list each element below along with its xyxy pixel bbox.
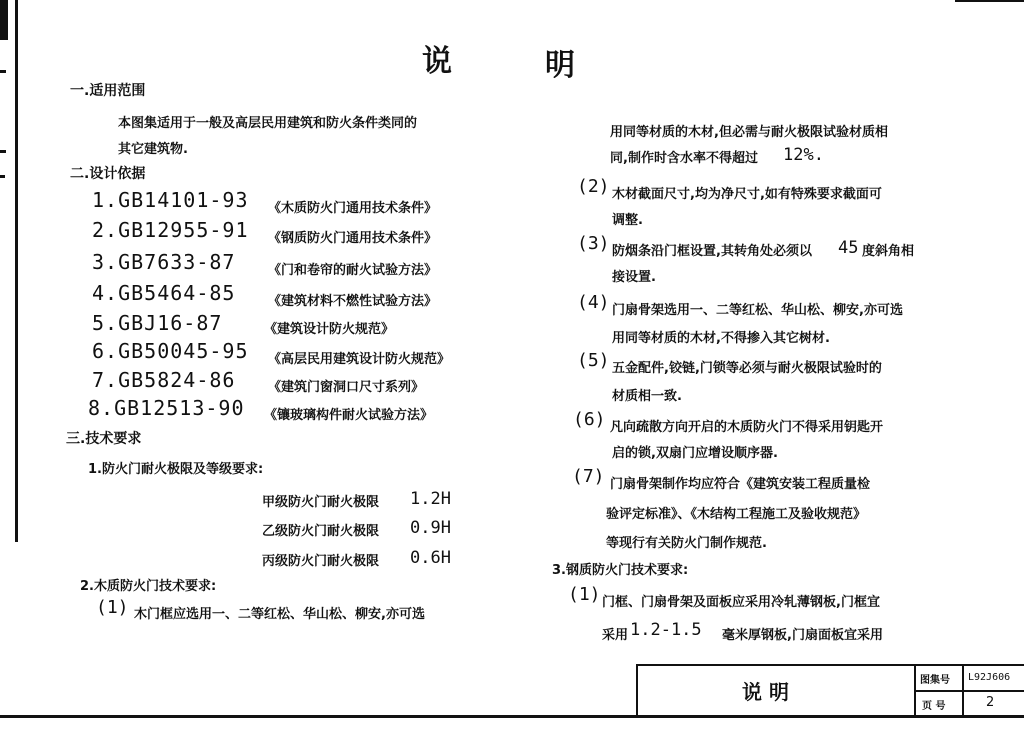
title-block-title: 说 明: [742, 680, 789, 704]
title-block-divider: [914, 690, 1024, 692]
page-title-char-2: 明: [545, 48, 577, 83]
left-border: [15, 0, 18, 542]
binding-tick: [0, 70, 6, 73]
item-3-1-prefix: 采用: [602, 628, 629, 643]
top-right-border: [955, 0, 1024, 2]
item-3-1-line-1: 门框、门扇骨架及面板应采用冷轧薄钢板,门框宜: [602, 595, 880, 610]
page-title-char-1: 说: [422, 44, 454, 79]
rating-value: 0.9H: [410, 518, 451, 538]
standard-name: 《建筑材料不燃性试验方法》: [268, 294, 438, 309]
right-item-7-line-2: 验评定标准》、《木结构工程施工及验收规范》: [606, 507, 867, 522]
moisture-value: 12%.: [783, 145, 824, 165]
rating-label: 甲级防火门耐火极限: [262, 495, 380, 510]
item-3-1-number: (1): [568, 584, 601, 605]
thickness-range: 1.2-1.5: [630, 620, 702, 640]
right-item-5-line-1: 五金配件,铰链,门锁等必须与耐火极限试验时的: [612, 361, 882, 376]
right-item-5-number: (5): [577, 350, 610, 371]
atlas-number-label: 图集号: [920, 675, 950, 686]
item-2-1-text: 木门框应选用一、二等红松、华山松、柳安,亦可选: [134, 607, 425, 622]
item-2-1-number: (1): [96, 597, 129, 618]
right-item-2-line-2: 调整.: [612, 213, 643, 228]
standard-name: 《建筑门窗洞口尺寸系列》: [268, 380, 425, 395]
page-number-label: 页 号: [922, 701, 946, 712]
right-item-2-number: (2): [577, 176, 610, 197]
item-3-text: 3.钢质防火门技术要求:: [552, 563, 689, 578]
right-item-6-number: (6): [573, 409, 606, 430]
right-continuation-line-2: 同,制作时含水率不得超过: [610, 151, 758, 166]
angle-value: 45: [838, 238, 859, 258]
right-item-4-line-1: 门扇骨架选用一、二等红松、华山松、柳安,亦可选: [612, 303, 903, 318]
standard-name: 《门和卷帘的耐火试验方法》: [268, 263, 438, 278]
section-1-heading: 一.适用范围: [70, 83, 146, 99]
right-item-4-line-2: 用同等材质的木材,不得掺入其它树材.: [612, 331, 830, 346]
right-item-3-line-2: 接设置.: [612, 270, 656, 285]
standard-name: 《钢质防火门通用技术条件》: [268, 231, 438, 246]
rating-label: 丙级防火门耐火极限: [262, 554, 380, 569]
right-continuation-line-1: 用同等材质的木材,但必需与耐火极限试验材质相: [610, 125, 888, 140]
standard-code: 6.GB50045-95: [92, 339, 249, 363]
binding-tick: [0, 175, 5, 178]
right-item-6-line-2: 启的锁,双扇门应增设顺序器.: [612, 446, 778, 461]
standard-code: 5.GBJ16-87: [92, 311, 223, 335]
standard-code: 4.GB5464-85: [92, 281, 236, 305]
angle-tail: 度斜角相: [862, 244, 915, 259]
rating-value: 0.6H: [410, 548, 451, 568]
rating-label: 乙级防火门耐火极限: [262, 524, 380, 539]
standard-name: 《镶玻璃构件耐火试验方法》: [264, 408, 434, 423]
right-item-7-number: (7): [572, 466, 605, 487]
standard-name: 《高层民用建筑设计防火规范》: [268, 352, 451, 367]
section-2-heading: 二.设计依据: [70, 166, 146, 182]
item-1-text: 1.防火门耐火极限及等级要求:: [88, 462, 264, 477]
right-item-4-number: (4): [577, 292, 610, 313]
atlas-number: L92J606: [968, 672, 1011, 683]
page-number: 2: [986, 695, 995, 710]
right-item-5-line-2: 材质相一致.: [612, 389, 682, 404]
right-item-3-line-1: 防烟条沿门框设置,其转角处必须以: [612, 244, 812, 259]
rating-value: 1.2H: [410, 489, 451, 509]
right-item-6-line-1: 凡向疏散方向开启的木质防火门不得采用钥匙开: [610, 420, 884, 435]
item-3-1-line-2: 毫米厚钢板,门扇面板宜采用: [722, 628, 883, 643]
standard-code: 1.GB14101-93: [92, 188, 249, 212]
title-block: [636, 664, 1024, 716]
section-1-line-2: 其它建筑物.: [118, 142, 188, 157]
right-item-7-line-3: 等现行有关防火门制作规范.: [606, 536, 767, 551]
right-item-2-line-1: 木材截面尺寸,均为净尺寸,如有特殊要求截面可: [612, 187, 882, 202]
section-3-heading: 三.技术要求: [66, 431, 142, 447]
standard-code: 3.GB7633-87: [92, 250, 236, 274]
standard-code: 2.GB12955-91: [92, 218, 249, 242]
binding-mark: [0, 0, 8, 40]
standard-name: 《建筑设计防火规范》: [264, 322, 395, 337]
item-2-text: 2.木质防火门技术要求:: [80, 579, 217, 594]
standard-code: 7.GB5824-86: [92, 368, 236, 392]
right-item-7-line-1: 门扇骨架制作均应符合《建筑安装工程质量检: [610, 477, 871, 492]
standard-name: 《木质防火门通用技术条件》: [268, 201, 438, 216]
section-1-line-1: 本图集适用于一般及高层民用建筑和防火条件类同的: [118, 116, 418, 131]
binding-tick: [0, 150, 6, 153]
right-item-3-number: (3): [577, 233, 610, 254]
standard-code: 8.GB12513-90: [88, 396, 245, 420]
